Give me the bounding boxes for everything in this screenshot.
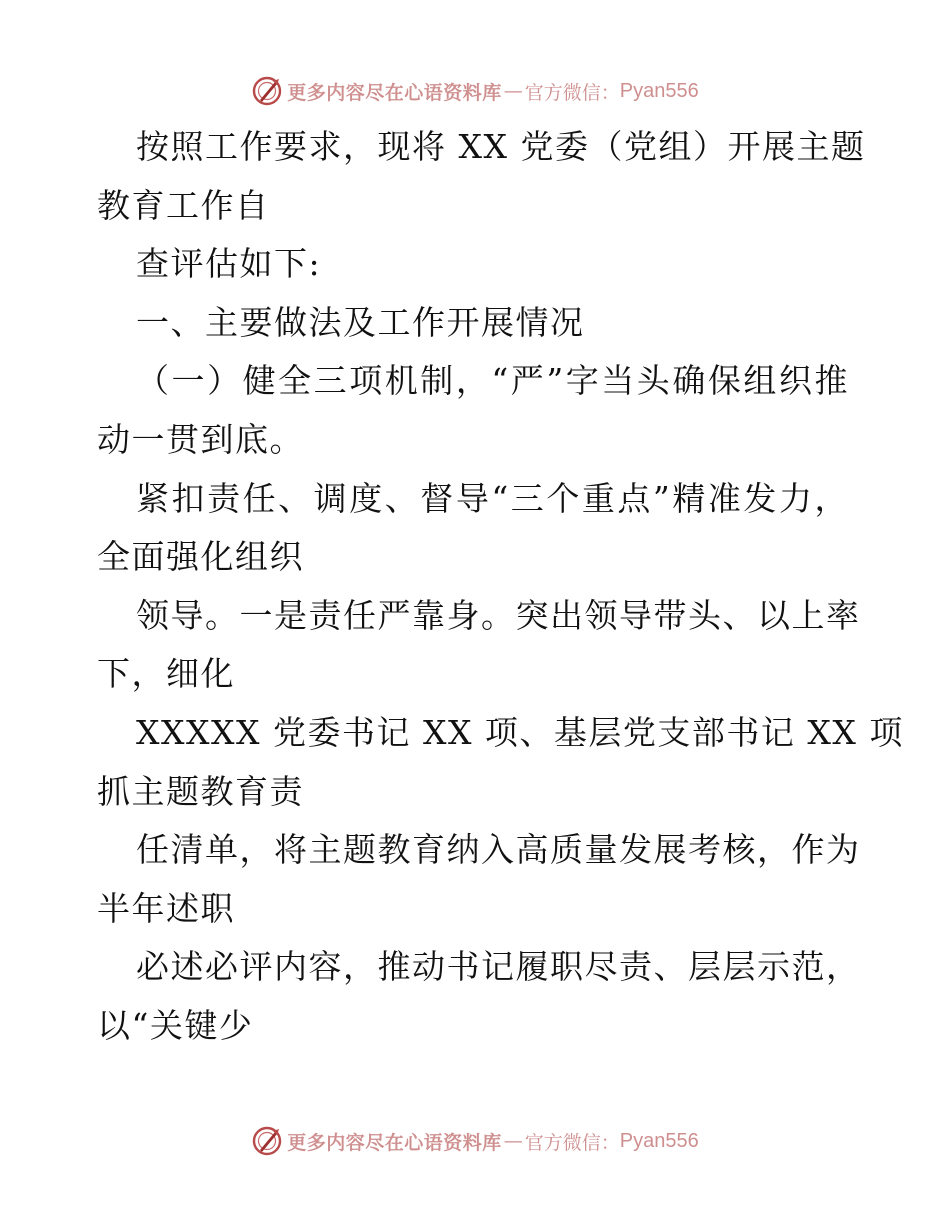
watermark-wechat-id: Pyan556 — [619, 79, 699, 102]
quill-seal-icon — [251, 1125, 283, 1157]
text-line: 领导。一是责任严靠身。突出领导带头、以上率 — [136, 595, 861, 635]
section-heading: 一、主要做法及工作开展情况 — [136, 302, 585, 342]
watermark-wechat-label: 官方微信： — [524, 81, 620, 104]
text-line: 动一贯到底。 — [97, 419, 304, 459]
watermark-wechat-label: 官方微信： — [524, 1131, 620, 1154]
watermark-brand: 更多内容尽在心语资料库 — [287, 81, 502, 104]
text-line: XXXXX 党委书记 XX 项、基层党支部书记 XX 项 — [136, 712, 904, 752]
subsection-heading: （一）健全三项机制，“严”字当头确保组织推 — [136, 361, 849, 401]
watermark-separator: — — [503, 1130, 523, 1152]
quill-seal-icon — [251, 75, 283, 107]
footer-watermark — [0, 1121, 950, 1161]
text-line: 按照工作要求，现将 XX 党委（党组）开展主题 — [136, 127, 866, 166]
watermark-separator: — — [503, 80, 523, 102]
header-watermark — [0, 71, 950, 111]
text-line: 必述必评内容，推动书记履职尽责、层层示范， — [136, 947, 861, 987]
text-line: 全面强化组织 — [97, 537, 304, 577]
text-line: 抓主题教育责 — [97, 771, 304, 811]
watermark-wechat-id: Pyan556 — [619, 1129, 699, 1152]
watermark-brand: 更多内容尽在心语资料库 — [287, 1131, 502, 1154]
text-line: 任清单，将主题教育纳入高质量发展考核，作为 — [136, 830, 861, 870]
text-line: 查评估如下: — [136, 244, 322, 284]
text-line: 教育工作自 — [97, 185, 270, 225]
text-line: 紧扣责任、调度、督导“三个重点”精准发力， — [136, 478, 849, 518]
document-body — [97, 118, 904, 1056]
text-line: 下，细化 — [97, 654, 235, 694]
text-line: 半年述职 — [97, 888, 235, 928]
text-line: 以“关键少 — [97, 1005, 254, 1045]
